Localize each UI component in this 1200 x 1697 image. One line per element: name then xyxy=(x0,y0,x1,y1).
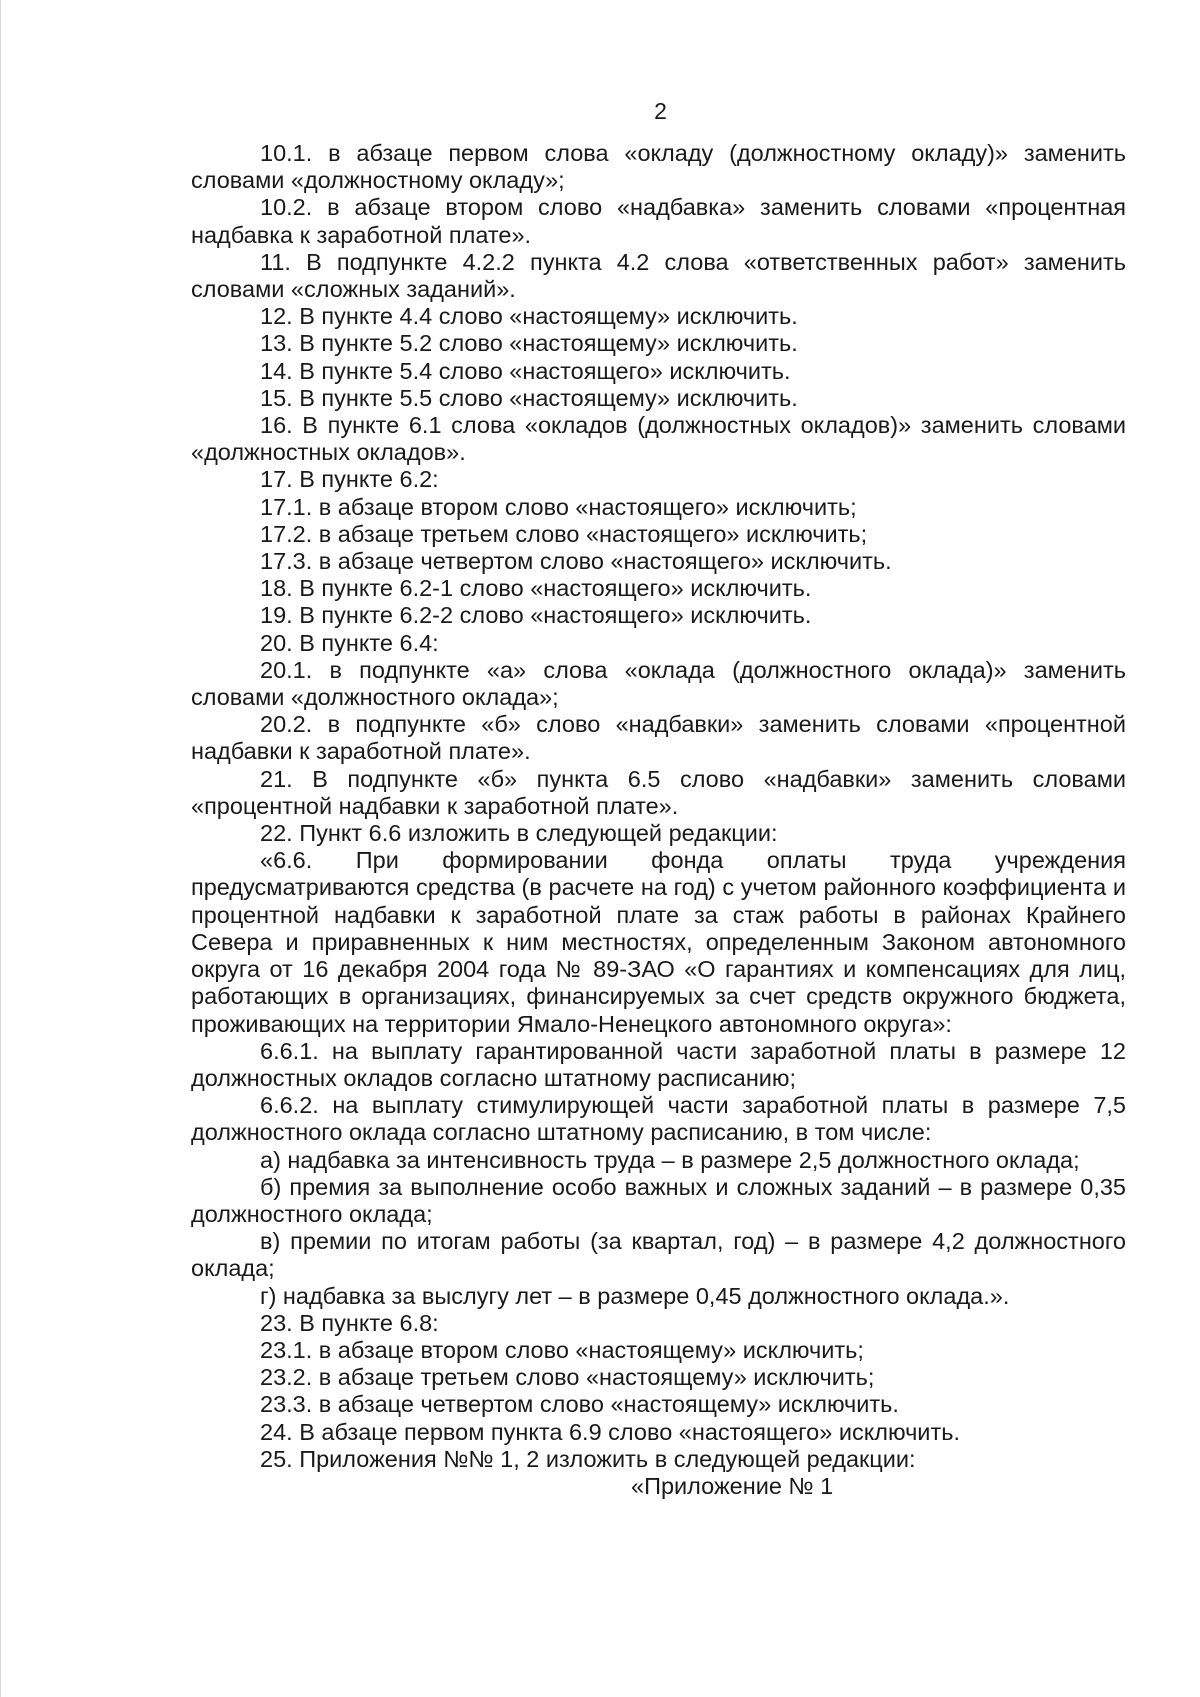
paragraph-20: 20. В пункте 6.4: xyxy=(260,629,439,656)
paragraph-23-2: 23.2. в абзаце третьем слово «настоящему» исключить; xyxy=(260,1364,875,1391)
paragraph-12: 12. В пункте 4.4 слово «настоящему» исключить. xyxy=(260,303,798,330)
paragraph-11: 11. В подпункте 4.2.2 пункта 4.2 слова «ответственных работ» заменить словами «сложных заданий». xyxy=(191,248,1126,303)
paragraph-17: 17. В пункте 6.2: xyxy=(260,466,439,493)
paragraph-24: 24. В абзаце первом пункта 6.9 слово «настоящего» исключить. xyxy=(260,1418,960,1445)
paragraph-6-6: «6.6. При формировании фонда оплаты труда учреждения предусматриваются средства (в расчете на год) с учетом районного коэффициента и процентной надбавки к заработной плате за стаж работы в районах Крайнего Севера и приравненных к ним местностях, определенным Законом автономного округа от 16 декабря 2004 года № 89-ЗАО «О гарантиях и компенсациях для лиц, работающих в организациях, финансируемых за счет средств окружного бюджета, проживающих на территории Ямало-Ненецкого автономного округа»: xyxy=(191,847,1126,1037)
paragraph-22: 22. Пункт 6.6 изложить в следующей редакции: xyxy=(260,820,778,847)
paragraph-13: 13. В пункте 5.2 слово «настоящему» исключить. xyxy=(260,330,798,357)
paragraph-6-6-2-v: в) премии по итогам работы (за квартал, год) – в размере 4,2 должностного оклада; xyxy=(191,1228,1126,1282)
paragraph-23-3: 23.3. в абзаце четвертом слово «настоящему» исключить. xyxy=(260,1391,899,1418)
paragraph-14: 14. В пункте 5.4 слово «настоящего» исключить. xyxy=(260,357,791,384)
paragraph-19: 19. В пункте 6.2-2 слово «настоящего» исключить. xyxy=(260,602,812,629)
paragraph-23: 23. В пункте 6.8: xyxy=(260,1309,439,1336)
paragraph-6-6-2-b: б) премия за выполнение особо важных и сложных заданий – в размере 0,35 должностного оклада; xyxy=(191,1173,1126,1227)
paragraph-18: 18. В пункте 6.2-1 слово «настоящего» исключить. xyxy=(260,575,812,602)
paragraph-23-1: 23.1. в абзаце втором слово «настоящему» исключить; xyxy=(260,1336,864,1363)
paragraph-6-6-2-a: а) надбавка за интенсивность труда – в размере 2,5 должностного оклада; xyxy=(260,1146,1080,1173)
paragraph-10-1: 10.1. в абзаце первом слова «окладу (должностному окладу)» заменить словами «должностному окладу»; xyxy=(191,140,1126,194)
paragraph-17-2: 17.2. в абзаце третьем слово «настоящего» исключить; xyxy=(260,520,868,547)
paragraph-17-1: 17.1. в абзаце втором слово «настоящего» исключить; xyxy=(260,493,857,520)
paragraph-16: 16. В пункте 6.1 слова «окладов (должностных окладов)» заменить словами «должностных окладов». xyxy=(191,412,1126,466)
paragraph-15: 15. В пункте 5.5 слово «настоящему» исключить. xyxy=(260,384,798,411)
paragraph-20-1: 20.1. в подпункте «а» слова «оклада (должностного оклада)» заменить словами «должностного оклада»; xyxy=(191,656,1126,711)
paragraph-21: 21. В подпункте «б» пункта 6.5 слово «надбавки» заменить словами «процентной надбавки к заработной плате». xyxy=(191,765,1126,819)
page-number: 2 xyxy=(654,98,667,124)
appendix-reference: «Приложение № 1 xyxy=(631,1472,834,1499)
paragraph-20-2: 20.2. в подпункте «б» слово «надбавки» заменить словами «процентной надбавки к заработной плате». xyxy=(191,711,1126,765)
paragraph-6-6-2: 6.6.2. на выплату стимулирующей части заработной платы в размере 7,5 должностного оклада согласно штатному расписанию, в том числе: xyxy=(191,1092,1126,1146)
document-body xyxy=(191,140,1126,1500)
paragraph-17-3: 17.3. в абзаце четвертом слово «настоящего» исключить. xyxy=(260,548,892,575)
paragraph-6-6-1: 6.6.1. на выплату гарантированной части заработной платы в размере 12 должностных окладов согласно штатному расписанию; xyxy=(191,1037,1126,1091)
paragraph-10-2: 10.2. в абзаце втором слово «надбавка» заменить словами «процентная надбавка к заработной плате». xyxy=(191,194,1126,248)
paragraph-25: 25. Приложения №№ 1, 2 изложить в следующей редакции: xyxy=(260,1445,916,1472)
paragraph-6-6-2-g: г) надбавка за выслугу лет – в размере 0,45 должностного оклада.». xyxy=(260,1282,1010,1309)
